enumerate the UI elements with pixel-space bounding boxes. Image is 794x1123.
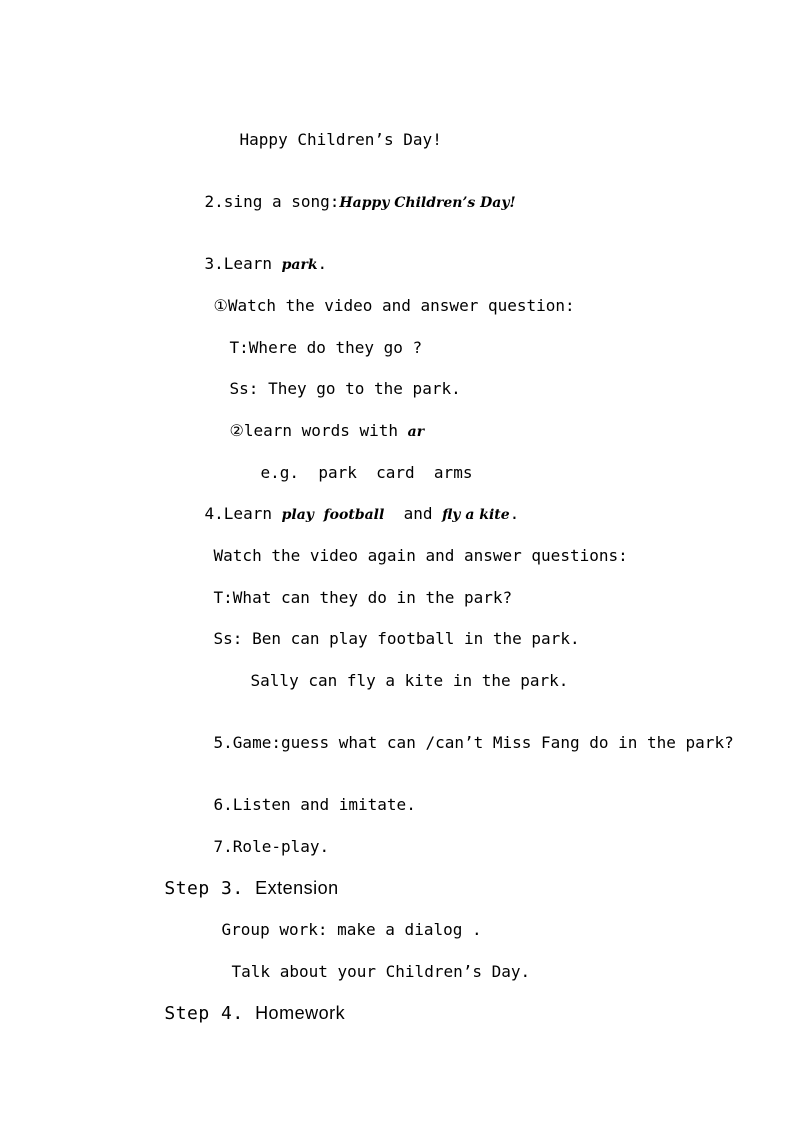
sub-item-2-text: ②learn words with	[229, 421, 408, 440]
sub-item-1-text: ①Watch the video and answer question:	[213, 296, 575, 315]
talk-text: Talk about your Children’s Day.	[231, 962, 531, 981]
step-4-heading	[119, 980, 345, 1047]
teacher-question-2-text: T:What can they do in the park?	[213, 588, 513, 607]
song-title: Happy Children’s Day!	[339, 195, 516, 211]
students-answer-1-text: Ss: They go to the park.	[229, 379, 461, 398]
keyword-park: park	[281, 257, 318, 273]
examples-text: e.g. park card arms	[260, 463, 473, 482]
step-4-title: Homework	[255, 1003, 346, 1023]
item-4-text: 4.Learn	[204, 504, 282, 523]
item-5-line	[175, 710, 734, 776]
teacher-question-1-text: T:Where do they go ?	[229, 338, 423, 357]
keyword-fly-a-kite: fly a kite	[442, 507, 510, 523]
item-3-text: 3.Learn	[204, 254, 282, 273]
students-answer-3-text: Sally can fly a kite in the park.	[250, 671, 569, 690]
item-4-and: and	[384, 504, 443, 523]
item-2-text: 2.sing a song:	[204, 192, 340, 211]
students-answer-2-text: Ss: Ben can play football in the park.	[213, 629, 580, 648]
instruction-text: Watch the video again and answer questions:	[213, 546, 628, 565]
item-3-period: .	[317, 254, 328, 273]
step-3-title: Extension	[255, 878, 339, 898]
step-4-label: Step 4.	[164, 1003, 256, 1024]
item-6-text: 6.Listen and imitate.	[213, 795, 416, 814]
greeting-text: Happy Children’s Day!	[239, 130, 442, 149]
keyword-play-football: play football	[281, 507, 385, 523]
keyword-ar: ar	[407, 424, 425, 440]
item-2-line	[166, 169, 516, 236]
item-4-period: .	[509, 504, 520, 523]
group-work-text: Group work: make a dialog .	[221, 920, 482, 939]
students-answer-3	[212, 648, 568, 714]
greeting-line	[201, 107, 442, 173]
item-5-text: 5.Game:guess what can /can’t Miss Fang do in the park?	[213, 733, 734, 752]
item-7-text: 7.Role-play.	[213, 837, 330, 856]
step-3-label: Step 3.	[164, 878, 256, 899]
